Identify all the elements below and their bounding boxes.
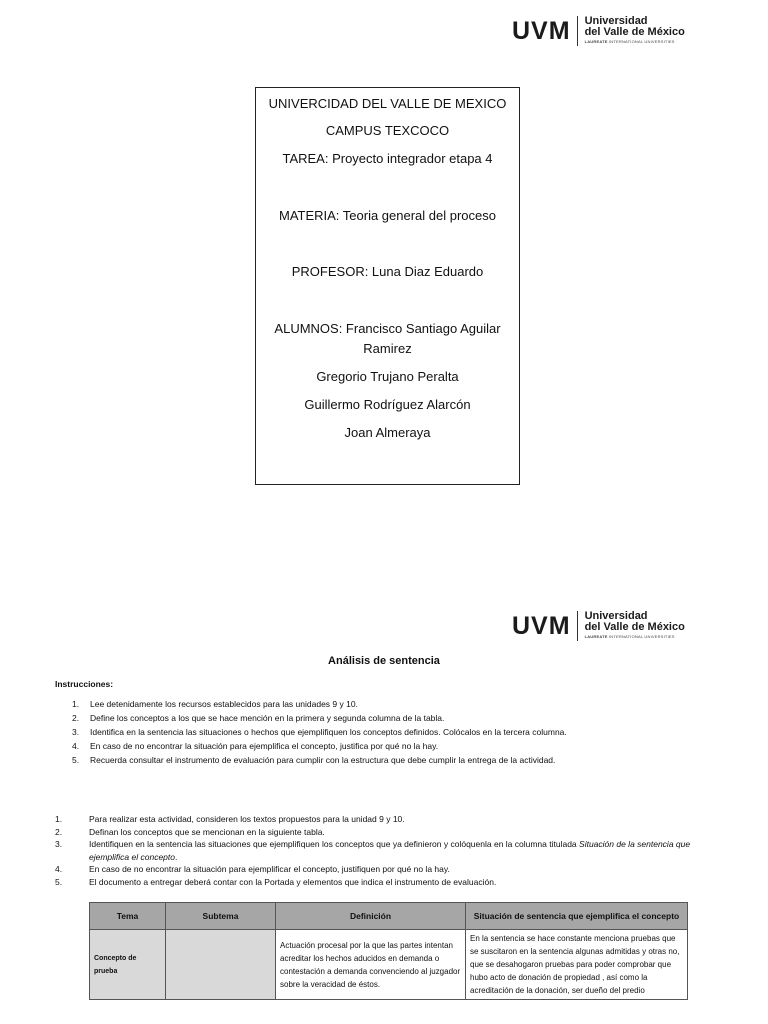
item-text: Recuerda consultar el instrumento de evaluación para cumplir con la estructura que debe cumplir la entrega de la actividad. xyxy=(90,755,556,765)
item-number: 5. xyxy=(72,755,80,765)
table-row xyxy=(90,930,688,1000)
item-text: Identifica en la sentencia las situaciones o hechos que ejemplifiquen los conceptos definidos. Colócalos en la tercera columna. xyxy=(90,727,567,737)
instructions-heading: Instrucciones: xyxy=(55,679,114,689)
section-title: Análisis de sentencia xyxy=(328,655,440,667)
uvm-logo xyxy=(512,16,685,46)
cell-tema: Concepto de prueba xyxy=(90,930,166,1000)
cover-students-line1: ALUMNOS: Francisco Santiago Aguilar xyxy=(274,321,501,336)
logo-divider xyxy=(577,611,578,641)
header-tema: Tema xyxy=(90,903,166,930)
item-number: 5. xyxy=(55,876,63,887)
item-text: El documento a entregar deberá contar con la Portada y elementos que indica el instrumento de evaluación. xyxy=(89,876,497,887)
logo-mark: UVM xyxy=(512,16,571,45)
item-number: 1. xyxy=(72,699,80,709)
logo-line1: Universidad xyxy=(584,15,648,27)
list-item xyxy=(55,813,725,826)
table-header-row xyxy=(90,903,688,930)
list-item xyxy=(55,826,725,839)
item-text: Define los conceptos a los que se hace mención en la primera y segunda columna de la tabla. xyxy=(90,713,445,723)
cell-situacion: En la sentencia se hace constante menciona pruebas que se suscitaron en la sentencia algunas admitidas y otras no, que se desahogaron pruebas para poder comprobar que hubo acto de donación de propiedad , así como la acreditación de la donación, ser dueño del predio xyxy=(466,930,688,1000)
item-text-tail: . xyxy=(175,851,178,862)
item-text: En caso de no encontrar la situación para ejemplifica el concepto, justifica por qué no la hay. xyxy=(90,741,439,751)
header-situacion: Situación de sentencia que ejemplifica el concepto xyxy=(466,903,688,930)
activity-list xyxy=(55,813,725,888)
uvm-logo-2 xyxy=(512,611,685,641)
logo-line3-bold: LAUREATE xyxy=(584,39,608,44)
logo-line3-rest: INTERNATIONAL UNIVERSITIES xyxy=(607,39,675,44)
list-item xyxy=(55,876,725,889)
logo-text xyxy=(585,16,685,46)
logo-line2: del Valle de México xyxy=(584,26,685,38)
item-number: 3. xyxy=(72,727,80,737)
logo-line3-rest: INTERNATIONAL UNIVERSITIES xyxy=(607,634,675,639)
logo-line2: del Valle de México xyxy=(584,621,685,633)
item-text: Para realizar esta actividad, consideren los textos propuestos para la unidad 9 y 10. xyxy=(89,814,405,824)
cover-student2: Gregorio Trujano Peralta xyxy=(316,369,459,384)
list-item xyxy=(72,697,567,711)
cover-students-line2: Ramirez xyxy=(363,341,412,356)
cover-box xyxy=(255,87,520,485)
list-item xyxy=(72,711,567,725)
cover-professor: PROFESOR: Luna Diaz Eduardo xyxy=(291,264,484,279)
cell-subtema xyxy=(166,930,276,1000)
item-text-italic: Situación de la sentencia que ejemplifica el concepto xyxy=(89,839,691,862)
cover-task: TAREA: Proyecto integrador etapa 4 xyxy=(282,151,493,166)
item-number: 1. xyxy=(55,814,63,824)
instructions-list xyxy=(72,697,567,767)
cover-university: UNIVERCIDAD DEL VALLE DE MEXICO xyxy=(268,96,507,111)
item-text: Lee detenidamente los recursos establecidos para las unidades 9 y 10. xyxy=(90,699,358,709)
logo-mark: UVM xyxy=(512,611,571,640)
list-item xyxy=(72,739,567,753)
cover-student3: Guillermo Rodríguez Alarcón xyxy=(304,397,471,412)
item-number: 4. xyxy=(72,741,80,751)
list-item xyxy=(72,725,567,739)
header-definicion: Definición xyxy=(276,903,466,930)
analysis-table xyxy=(89,902,688,1000)
logo-text xyxy=(585,611,685,641)
item-number: 2. xyxy=(72,713,80,723)
list-item xyxy=(72,753,567,767)
item-number: 2. xyxy=(55,826,63,837)
item-text-wrap xyxy=(89,838,725,863)
logo-line3 xyxy=(585,38,685,46)
cell-definicion: Actuación procesal por la que las partes intentan acreditar los hechos aducidos en demanda o contestación a demanda convenciendo al juzgador sobre la veracidad de éstos. xyxy=(276,930,466,1000)
item-number: 3. xyxy=(55,839,63,849)
list-item xyxy=(55,838,725,863)
item-text: En caso de no encontrar la situación para ejemplificar el concepto, justifiquen por qué no la hay. xyxy=(89,864,450,874)
logo-line3 xyxy=(585,633,685,641)
list-item xyxy=(55,863,725,876)
cover-student4: Joan Almeraya xyxy=(344,425,431,440)
logo-divider xyxy=(577,16,578,46)
item-text: Identifiquen en la sentencia las situaciones que ejemplifiquen los conceptos que ya definieron y colóquenla en la columna titulada xyxy=(89,839,580,849)
header-subtema: Subtema xyxy=(166,903,276,930)
logo-line1: Universidad xyxy=(584,610,648,622)
cover-campus: CAMPUS TEXCOCO xyxy=(325,123,450,138)
item-text: Definan los conceptos que se mencionan en la siguiente tabla. xyxy=(89,826,325,837)
item-number: 4. xyxy=(55,864,63,874)
cover-subject: MATERIA: Teoria general del proceso xyxy=(278,208,496,223)
logo-line3-bold: LAUREATE xyxy=(584,634,608,639)
